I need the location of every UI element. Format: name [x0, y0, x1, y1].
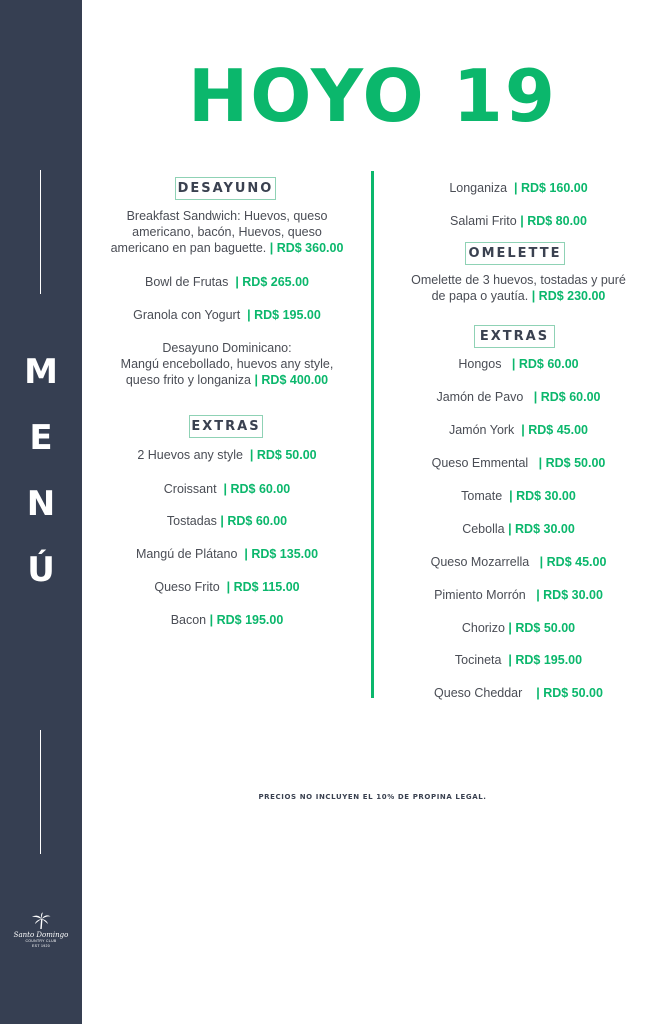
extras-heading-right: EXTRAS: [474, 325, 555, 348]
menu-item-extra: [374, 356, 663, 372]
sidebar: [0, 0, 82, 1024]
sidebar-letter: Ú: [27, 550, 55, 590]
menu-item-extra: [374, 620, 663, 636]
item-price: | RD$ 160.00: [513, 181, 588, 195]
item-name: Queso Frito: [154, 580, 220, 594]
item-name: Longaniza: [449, 181, 508, 195]
item-line: Mangú encebollado, huevos any style,: [120, 357, 334, 371]
menu-item-extra: [82, 513, 372, 529]
sidebar-letter: M: [24, 352, 58, 392]
sidebar-letter: N: [26, 484, 56, 524]
menu-item-bowl-de-frutas: [82, 274, 372, 290]
item-line: Desayuno Dominicano:: [162, 341, 292, 355]
item-line: Omelette de 3 huevos, tostadas y puré: [411, 273, 626, 287]
item-line: Breakfast Sandwich: Huevos, queso: [126, 209, 328, 223]
page-title: HOYO 19: [188, 54, 557, 138]
item-line: americano en pan baguette.: [110, 241, 267, 255]
item-price: | RD$ 80.00: [520, 214, 587, 228]
item-line: queso frito y longaniza: [125, 373, 251, 387]
menu-item-extra: [82, 447, 372, 463]
menu-item-extra: [374, 455, 663, 471]
menu-item-extra: [374, 389, 663, 405]
menu-item-omelette: [374, 272, 663, 304]
menu-item-extra: [82, 481, 372, 497]
menu-item-extra: [374, 587, 663, 603]
item-name: Cebolla: [462, 522, 505, 536]
omelette-heading: OMELETTE: [465, 242, 565, 265]
item-name: Chorizo: [461, 621, 505, 635]
item-price: | RD$ 195.00: [247, 308, 321, 322]
extras-heading-left: EXTRAS: [189, 415, 263, 438]
item-price: | RD$ 195.00: [508, 653, 583, 667]
item-price: | RD$ 50.00: [508, 621, 576, 635]
item-price: | RD$ 30.00: [508, 522, 575, 536]
country-club-logo: [10, 912, 72, 949]
menu-item-extra: [374, 685, 663, 701]
logo-line2: EST 1920: [32, 944, 50, 948]
sidebar-menu-letters: [0, 352, 82, 616]
menu-item-extra: [374, 652, 663, 668]
item-price: | RD$ 360.00: [269, 241, 344, 255]
menu-item-extra: [374, 521, 663, 537]
menu-item-extra: [82, 546, 372, 562]
menu-item-salami-frito: [374, 213, 663, 229]
item-price: | RD$ 230.00: [531, 289, 606, 303]
item-name: Tomate: [461, 489, 503, 503]
item-price: | RD$ 50.00: [249, 448, 317, 462]
desayuno-heading: DESAYUNO: [175, 177, 276, 200]
item-price: | RD$ 195.00: [209, 613, 284, 627]
item-price: | RD$ 400.00: [254, 373, 329, 387]
item-price: | RD$ 30.00: [509, 489, 576, 503]
tip-disclaimer: PRECIOS NO INCLUYEN EL 10% DE PROPINA LEGAL.: [258, 793, 487, 801]
menu-item-longaniza: [374, 180, 663, 196]
item-name: 2 Huevos any style: [137, 448, 243, 462]
item-name: Mangú de Plátano: [135, 547, 238, 561]
item-price: | RD$ 135.00: [244, 547, 319, 561]
sidebar-divider-bottom: [40, 730, 41, 854]
item-name: Tocineta: [454, 653, 502, 667]
menu-item-breakfast-sandwich: [82, 208, 372, 256]
item-line: de papa o yautía.: [431, 289, 529, 303]
item-price: | RD$ 50.00: [536, 686, 603, 700]
item-price: | RD$ 265.00: [235, 275, 309, 289]
sidebar-divider-top: [40, 170, 41, 294]
item-name: Bacon: [170, 613, 207, 627]
item-name: Bowl de Frutas: [144, 275, 229, 289]
menu-item-extra: [82, 612, 372, 628]
item-price: | RD$ 60.00: [511, 357, 579, 371]
item-price: | RD$ 115.00: [226, 580, 300, 594]
sidebar-letter: E: [29, 418, 53, 458]
menu-item-extra: [374, 422, 663, 438]
item-price: | RD$ 50.00: [538, 456, 606, 470]
palm-tree-icon: [31, 912, 51, 930]
menu-item-extra: [82, 579, 372, 595]
item-price: | RD$ 60.00: [220, 514, 288, 528]
logo-line1: COUNTRY CLUB: [25, 939, 57, 943]
menu-item-granola: [82, 307, 372, 323]
item-name: Tostadas: [166, 514, 217, 528]
item-name: Hongos: [458, 357, 502, 371]
item-name: Queso Emmental: [431, 456, 529, 470]
menu-item-extra: [374, 554, 663, 570]
item-line: americano, bacón, Huevos, queso: [132, 225, 322, 239]
menu-item-extra: [374, 488, 663, 504]
item-name: Queso Cheddar: [434, 686, 523, 700]
item-price: | RD$ 30.00: [536, 588, 603, 602]
item-price: | RD$ 60.00: [533, 390, 601, 404]
logo-script: Santo Domingo: [13, 931, 69, 939]
item-name: Jamón de Pavo: [436, 390, 524, 404]
item-name: Granola con Yogurt: [133, 308, 241, 322]
item-price: | RD$ 45.00: [539, 555, 607, 569]
item-name: Queso Mozarrella: [430, 555, 530, 569]
item-name: Salami Frito: [450, 214, 517, 228]
item-name: Jamón York: [448, 423, 515, 437]
item-price: | RD$ 45.00: [521, 423, 588, 437]
item-name: Pimiento Morrón: [434, 588, 526, 602]
item-price: | RD$ 60.00: [223, 482, 291, 496]
item-name: Croissant: [163, 482, 217, 496]
menu-item-desayuno-dominicano: [82, 340, 372, 388]
